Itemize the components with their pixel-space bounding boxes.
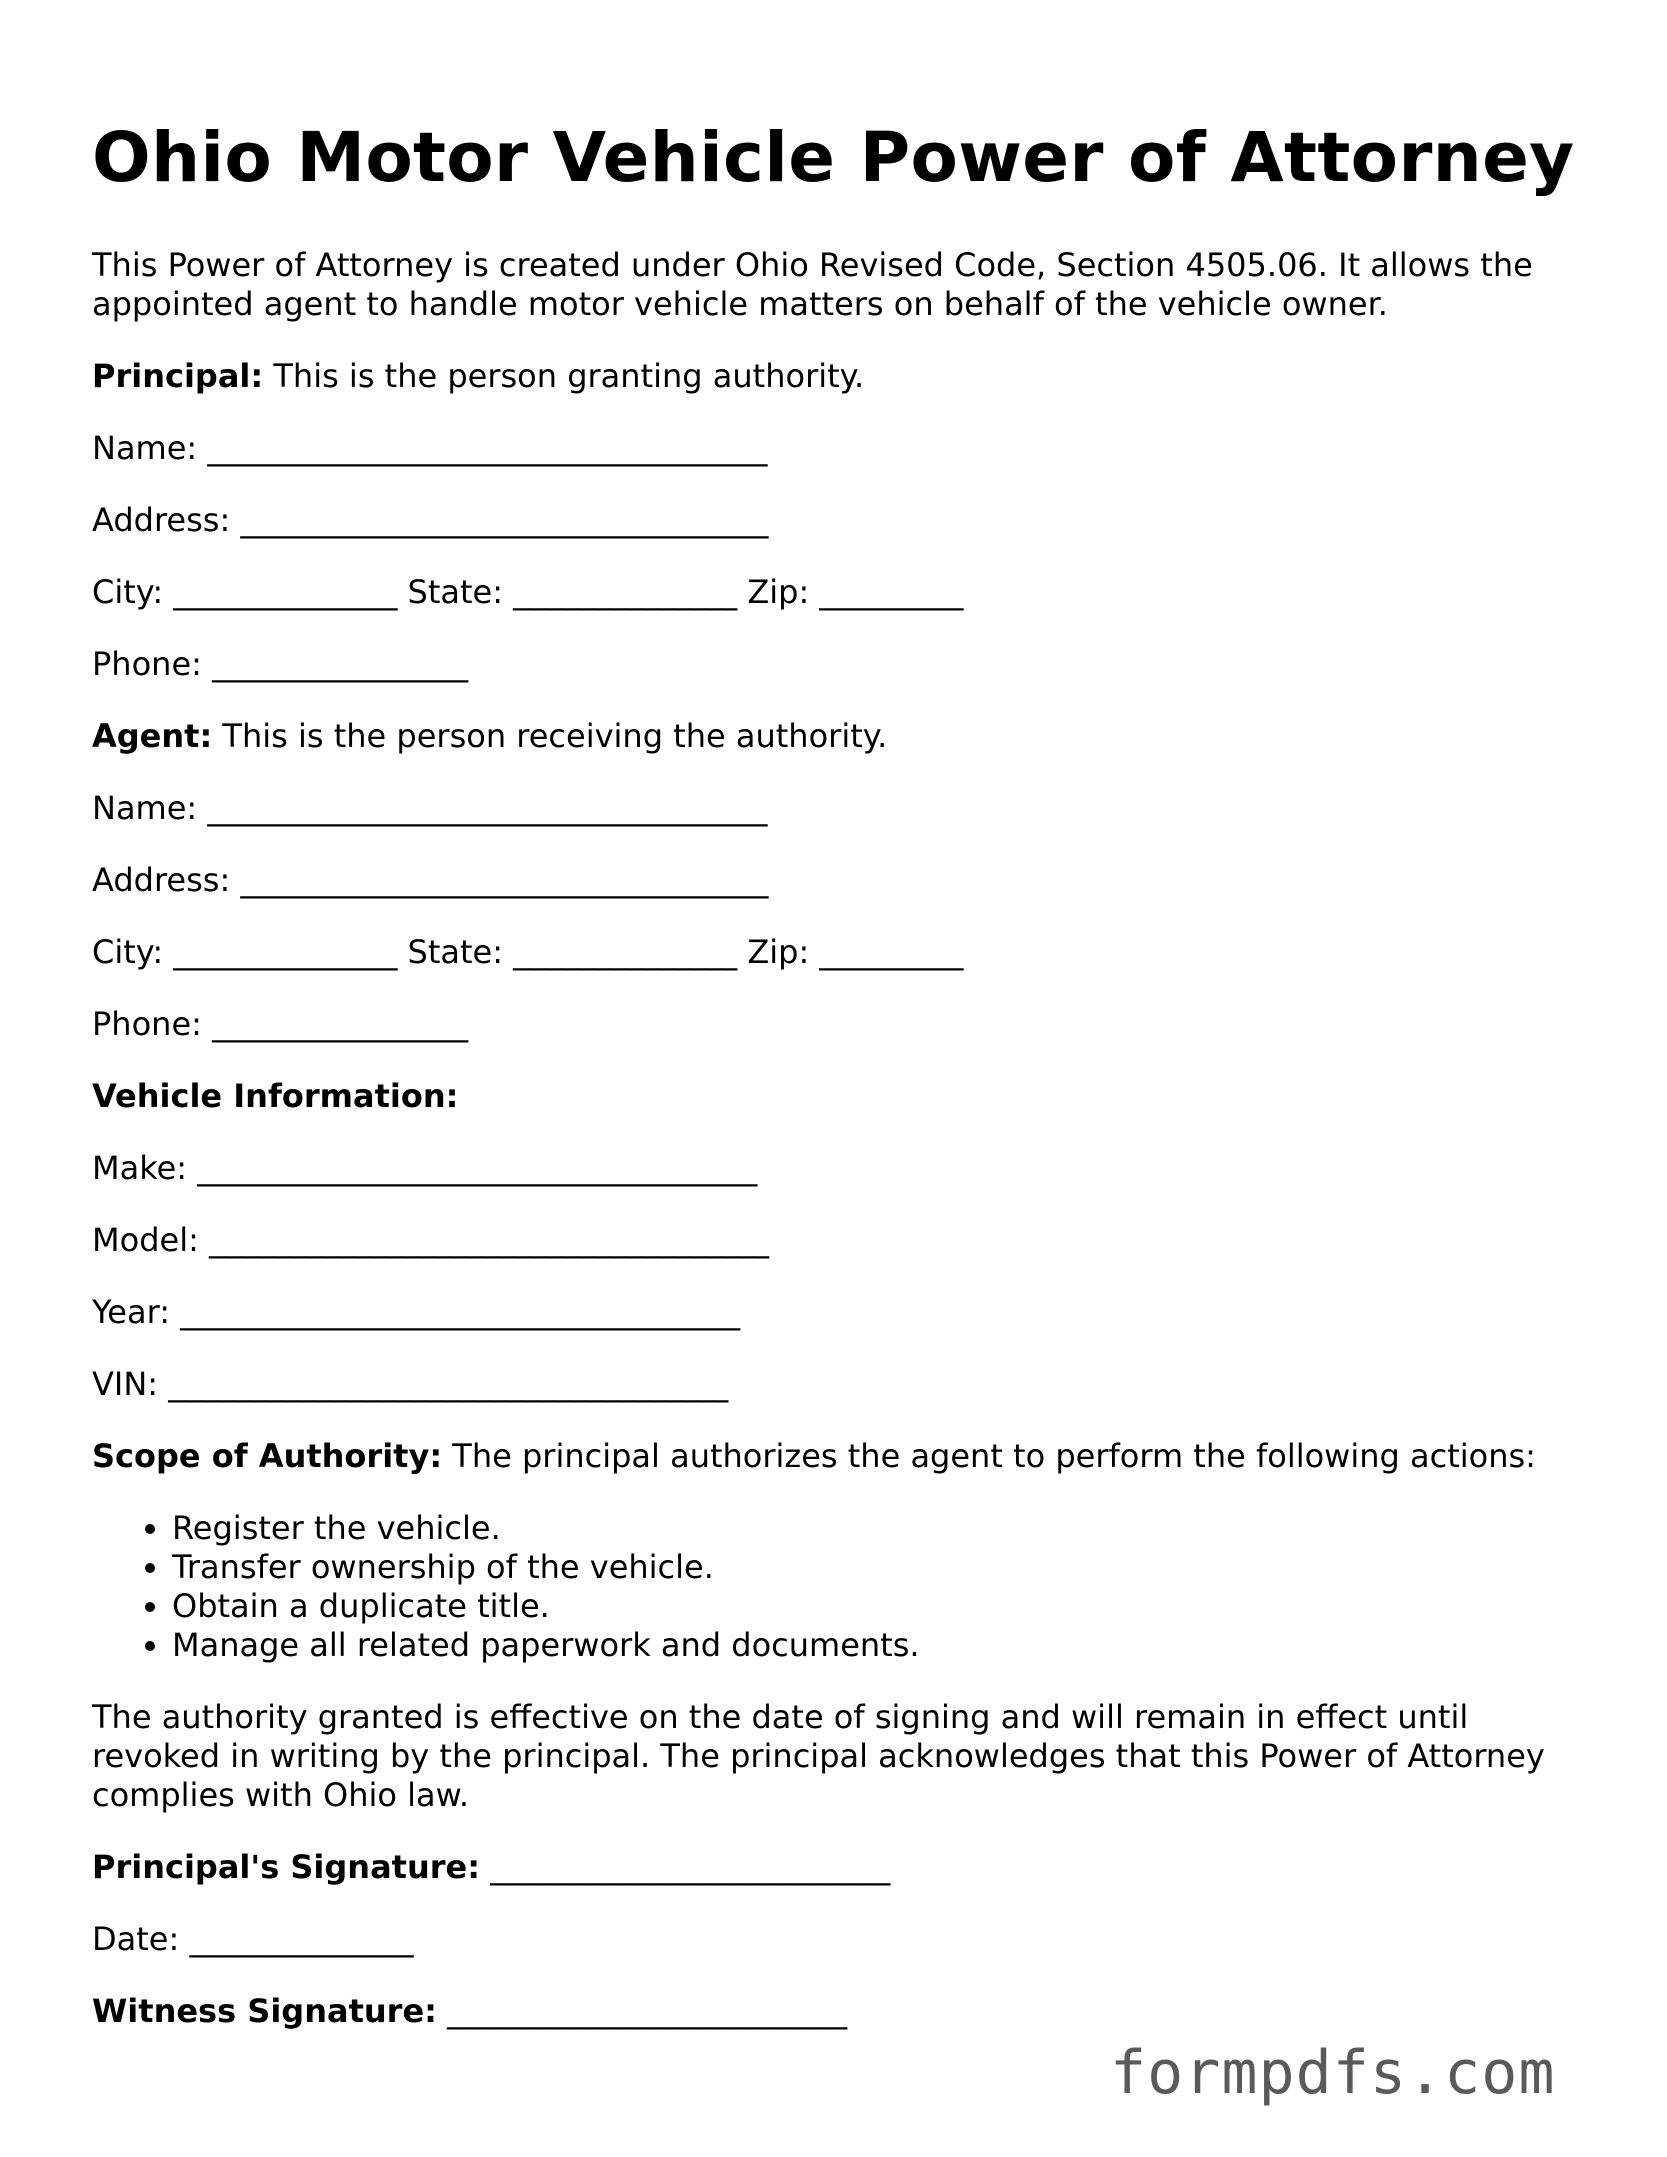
witness-signature-label: Witness Signature: (92, 1992, 437, 2030)
principal-address-field[interactable]: _________________________________ (240, 501, 769, 539)
principal-description: This is the person granting authority. (263, 357, 865, 395)
principal-zip-field[interactable]: _________ (819, 573, 964, 611)
vehicle-make-row (92, 1149, 1592, 1188)
witness-signature-field[interactable]: _________________________ (447, 1992, 848, 2030)
agent-city-state-zip-row (92, 933, 1592, 972)
agent-address-label: Address: (92, 861, 231, 899)
date-row (92, 1920, 1592, 1959)
agent-state-field[interactable]: ______________ (513, 933, 738, 971)
closing-paragraph: The authority granted is effective on the date of signing and will remain in effect until revoked in writing by the principal. The principal acknowledges that this Power of Attorney complies with Ohio law. (92, 1698, 1545, 1814)
watermark-logo: formpdfs.com (1110, 2038, 1556, 2108)
principal-phone-field[interactable]: ________________ (212, 645, 469, 683)
principal-heading: Principal: (92, 357, 264, 395)
vehicle-heading: Vehicle Information: (92, 1077, 459, 1115)
principal-city-state-zip-row (92, 573, 1592, 612)
principal-name-row (92, 429, 1592, 468)
principal-phone-label: Phone: (92, 645, 202, 683)
list-item: • Obtain a duplicate title. (172, 1587, 1592, 1626)
vehicle-year-label: Year: (92, 1293, 170, 1331)
vehicle-year-row (92, 1293, 1592, 1332)
agent-address-row (92, 861, 1592, 900)
vehicle-model-label: Model: (92, 1221, 199, 1259)
intro-paragraph: This Power of Attorney is created under Ohio Revised Code, Section 4505.06. It allows the appointed agent to handle motor vehicle matters on behalf of the vehicle owner. (92, 246, 1533, 323)
document-page (92, 118, 1592, 2064)
principal-zip-label: Zip: (747, 573, 810, 611)
principal-state-field[interactable]: ______________ (513, 573, 738, 611)
principal-name-field[interactable]: ___________________________________ (207, 429, 768, 467)
principal-signature-field[interactable]: _________________________ (490, 1848, 891, 1886)
principal-name-label: Name: (92, 429, 198, 467)
principal-address-row (92, 501, 1592, 540)
principal-city-field[interactable]: ______________ (173, 573, 398, 611)
principal-city-label: City: (92, 573, 164, 611)
agent-phone-label: Phone: (92, 1005, 202, 1043)
agent-zip-field[interactable]: _________ (819, 933, 964, 971)
agent-phone-field[interactable]: ________________ (212, 1005, 469, 1043)
vehicle-vin-field[interactable]: ___________________________________ (168, 1365, 729, 1403)
agent-name-label: Name: (92, 789, 198, 827)
agent-description: This is the person receiving the authority. (212, 717, 888, 755)
date-field[interactable]: ______________ (189, 1920, 414, 1958)
scope-heading: Scope of Authority: (92, 1437, 443, 1475)
agent-address-field[interactable]: _________________________________ (240, 861, 769, 899)
scope-description: The principal authorizes the agent to perform the following actions: (442, 1437, 1536, 1475)
principal-address-label: Address: (92, 501, 231, 539)
vehicle-make-field[interactable]: ___________________________________ (197, 1149, 758, 1187)
agent-state-label: State: (407, 933, 503, 971)
principal-signature-label: Principal's Signature: (92, 1848, 481, 1886)
agent-section-heading (92, 717, 1592, 756)
agent-city-field[interactable]: ______________ (173, 933, 398, 971)
vehicle-vin-row (92, 1365, 1592, 1404)
agent-zip-label: Zip: (747, 933, 810, 971)
principal-section-heading (92, 357, 1592, 396)
scope-section-heading (92, 1437, 1592, 1476)
agent-name-row (92, 789, 1592, 828)
principal-phone-row (92, 645, 1592, 684)
list-item: • Register the vehicle. (172, 1509, 1592, 1548)
agent-phone-row (92, 1005, 1592, 1044)
list-item: • Manage all related paperwork and documents. (172, 1626, 1592, 1665)
principal-signature-row (92, 1848, 1592, 1887)
vehicle-year-field[interactable]: ___________________________________ (180, 1293, 741, 1331)
vehicle-vin-label: VIN: (92, 1365, 159, 1403)
vehicle-model-row (92, 1221, 1592, 1260)
scope-list (92, 1509, 1592, 1665)
agent-heading: Agent: (92, 717, 213, 755)
vehicle-make-label: Make: (92, 1149, 188, 1187)
document-title: Ohio Motor Vehicle Power of Attorney (92, 118, 1575, 198)
date-label: Date: (92, 1920, 180, 1958)
agent-name-field[interactable]: ___________________________________ (207, 789, 768, 827)
list-item: • Transfer ownership of the vehicle. (172, 1548, 1592, 1587)
vehicle-model-field[interactable]: ___________________________________ (209, 1221, 770, 1259)
principal-state-label: State: (407, 573, 503, 611)
vehicle-section-heading (92, 1077, 1592, 1116)
agent-city-label: City: (92, 933, 164, 971)
witness-signature-row (92, 1992, 1592, 2031)
